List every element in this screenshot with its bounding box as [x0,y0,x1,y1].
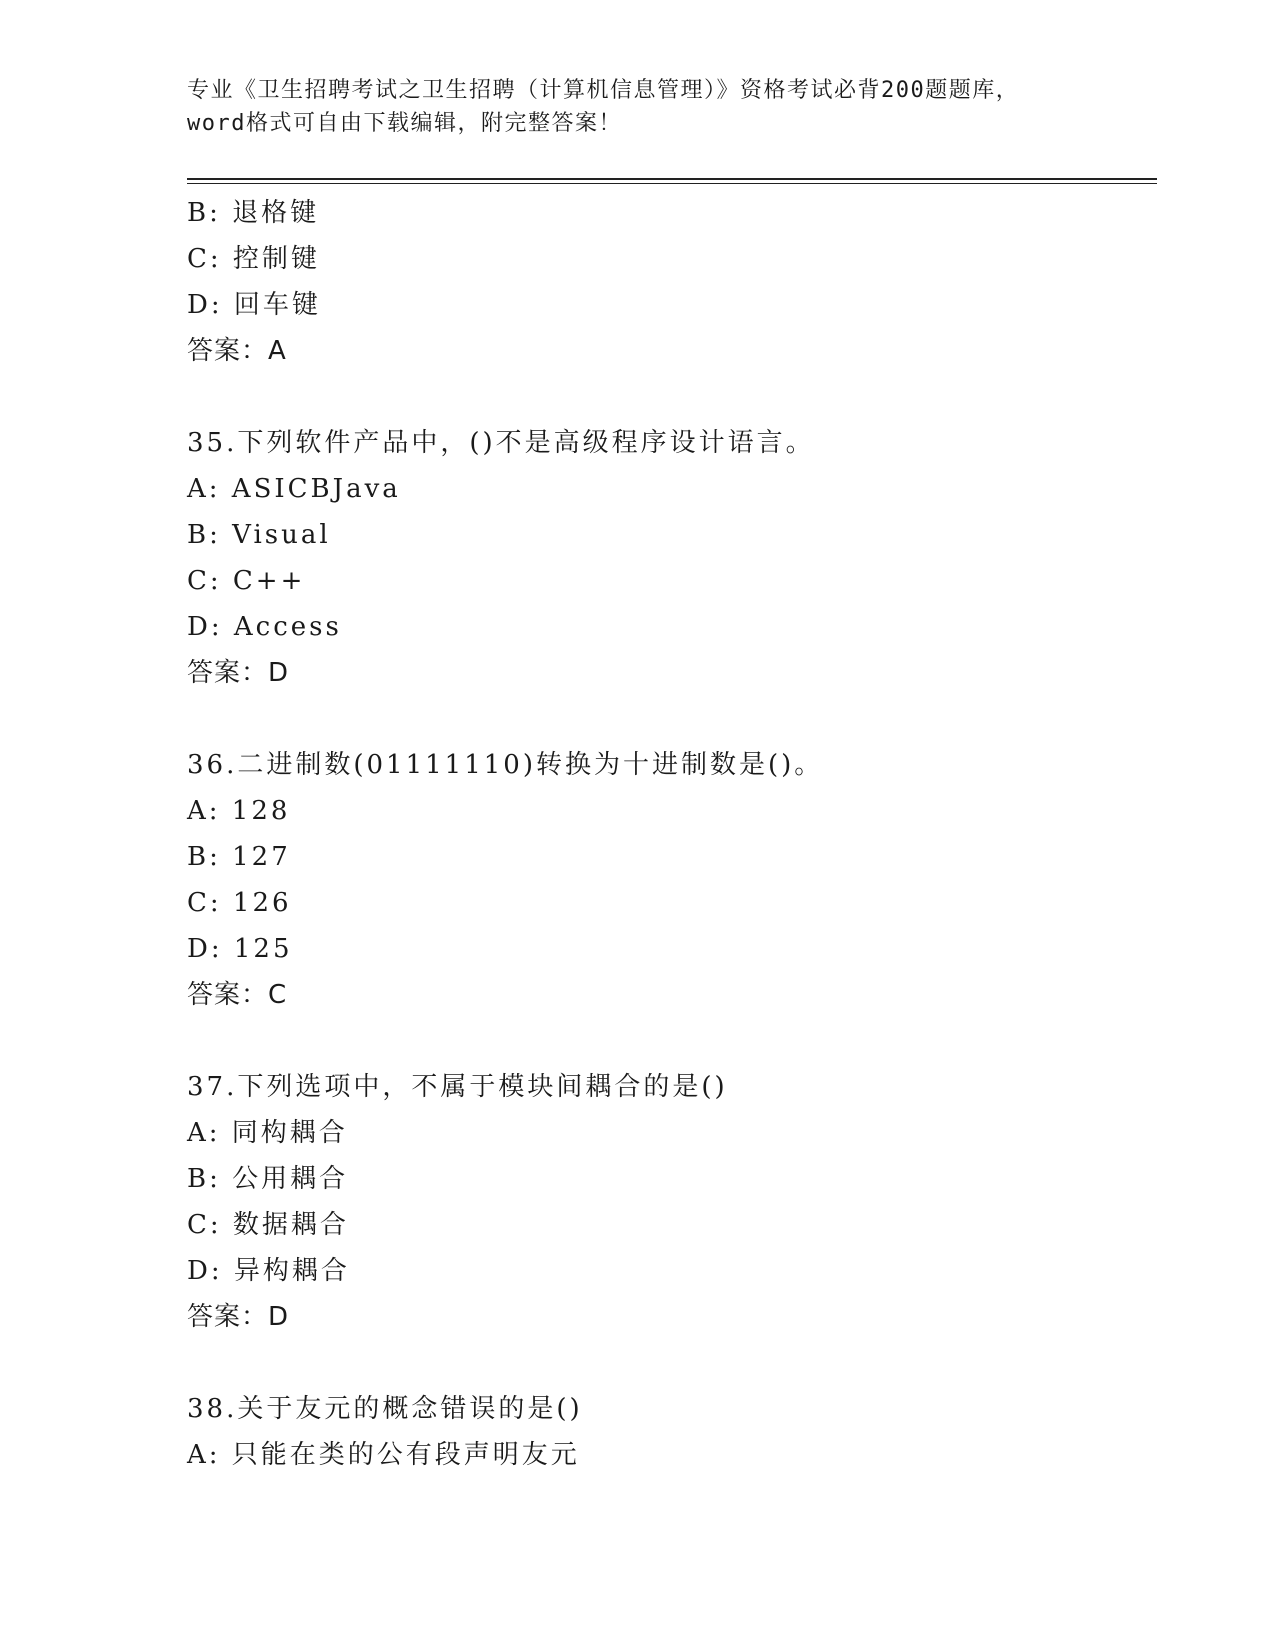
option-c: C: 126 [187,888,292,918]
option-b: B: 127 [187,842,291,872]
answer-line: 答案：D [187,1302,290,1332]
option-d: D: Access [187,612,342,642]
question-block-35 [187,420,1157,696]
spacer [187,1018,1157,1064]
header-title-line-1: 专业《卫生招聘考试之卫生招聘（计算机信息管理）》资格考试必背200题题库， [187,78,1020,103]
option-c: C: 数据耦合 [187,1210,349,1240]
option-b: B: 公用耦合 [187,1164,349,1194]
header-divider-thin [187,183,1157,184]
header-divider-thick [187,178,1157,180]
question-stem: 35.下列软件产品中，()不是高级程序设计语言。 [187,428,815,458]
option-b: B: 退格键 [187,198,320,228]
option-b: B: Visual [187,520,331,550]
question-stem: 37.下列选项中，不属于模块间耦合的是() [187,1072,728,1102]
answer-line: 答案：D [187,658,290,688]
question-block-37 [187,1064,1157,1340]
question-stem: 36.二进制数(01111110)转换为十进制数是()。 [187,750,824,780]
question-list [187,190,1157,1478]
option-c: C: C++ [187,566,306,596]
question-block-36 [187,742,1157,1018]
option-c: C: 控制键 [187,244,320,274]
option-d: D: 异构耦合 [187,1256,350,1286]
spacer [187,696,1157,742]
question-block-38 [187,1386,1157,1478]
option-a: A: 同构耦合 [187,1118,348,1148]
answer-line: 答案：C [187,980,288,1010]
option-a: A: 128 [187,796,291,826]
option-a: A: 只能在类的公有段声明友元 [187,1440,580,1470]
document-header [187,74,1157,140]
spacer [187,1340,1157,1386]
question-stem: 38.关于友元的概念错误的是() [187,1394,583,1424]
answer-line: 答案：A [187,336,287,366]
option-d: D: 回车键 [187,290,321,320]
option-a: A: ASICBJava [187,474,401,504]
spacer [187,374,1157,420]
document-page [187,0,1157,1650]
question-block-34 [187,190,1157,374]
option-d: D: 125 [187,934,293,964]
header-title-line-2: word格式可自由下载编辑，附完整答案！ [187,111,622,136]
